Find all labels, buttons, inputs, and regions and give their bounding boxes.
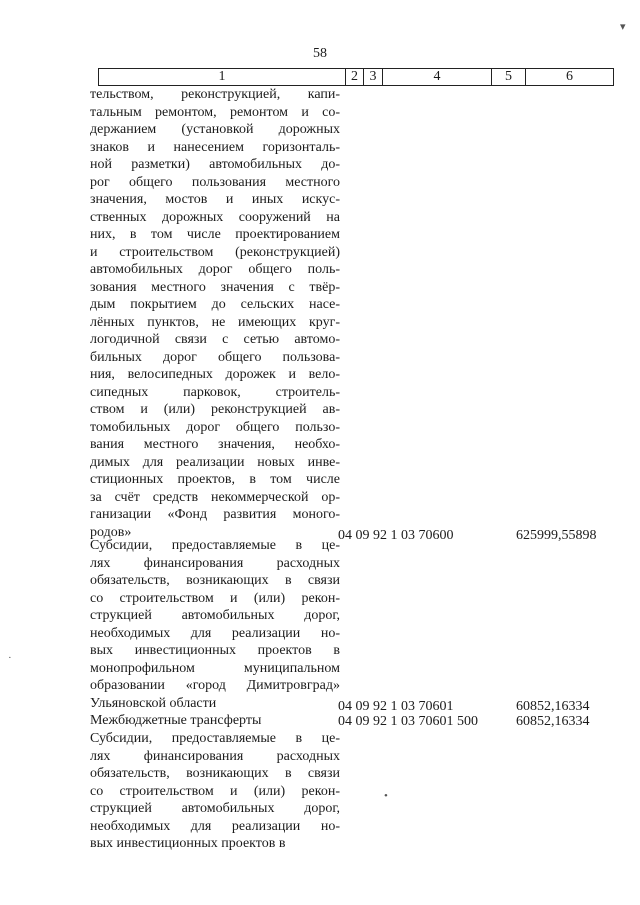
description-line: бильных дорог общего пользова- (90, 349, 340, 365)
description-line: димых для реализации новых инве- (90, 454, 340, 470)
description-line: родов» (90, 524, 132, 540)
description-line: ной разметки) автомобильных до- (90, 157, 340, 172)
description-line: монопрофильном муниципальном (90, 660, 340, 676)
description-line: струкцией автомобильных дорог, (90, 608, 340, 623)
row-amount: 60852,16334 (516, 699, 590, 714)
description-line: стиционных проектов, в том числе (90, 472, 340, 487)
description-line: необходимых для реализации но- (90, 818, 340, 834)
description-line: ганизации «Фонд развития моного- (90, 507, 340, 522)
description-line: вания местного значения, необхо- (90, 437, 340, 452)
description-line: дым покрытием до сельских насе- (90, 297, 340, 312)
scan-mark: ▾ (620, 21, 626, 33)
row-description (90, 537, 340, 712)
row-code: 04 09 92 1 03 70601 (338, 699, 454, 714)
row-amount: 60852,16334 (516, 714, 590, 729)
description-line: держанием (установкой дорожных (90, 122, 340, 137)
description-line: образовании «город Димитровград» (90, 678, 340, 693)
description-line: Межбюджетные трансферты (90, 713, 262, 728)
page-number: 58 (313, 46, 327, 61)
description-line: ственных дорожных сооружений на (90, 209, 340, 225)
header-col-2: 2 (346, 69, 364, 85)
scan-mark: · (8, 652, 12, 664)
row-code: 04 09 92 1 03 70600 (338, 528, 454, 543)
description-line: Субсидии, предоставляемые в це- (90, 731, 340, 746)
row-amount: 625999,55898 (516, 528, 597, 543)
header-col-1: 1 (99, 69, 346, 85)
row-description (90, 712, 340, 730)
description-line: сипедных парковок, строитель- (90, 384, 340, 400)
description-line: за счёт средств некоммерческой ор- (90, 489, 340, 505)
description-line: знаков и нанесением горизонталь- (90, 139, 340, 155)
description-line: Ульяновской области (90, 695, 217, 711)
scan-mark: • (384, 790, 388, 802)
description-line: обязательств, возникающих в связи (90, 766, 340, 781)
description-line: струкцией автомобильных дорог, (90, 801, 340, 816)
header-col-6: 6 (566, 69, 573, 84)
header-col-4: 4 (383, 69, 492, 85)
description-line: рог общего пользования местного (90, 174, 340, 190)
description-line: со строительством и (или) рекон- (90, 783, 340, 799)
description-line: томобильных дорог общего пользо- (90, 419, 340, 435)
row-code: 04 09 92 1 03 70601 500 (338, 714, 478, 729)
description-line: зования местного значения с твёр- (90, 279, 340, 295)
description-line: ния, велосипедных дорожек и вело- (90, 367, 340, 382)
description-line: них, в том числе проектированием (90, 227, 340, 242)
description-line: значения, мостов и иных искус- (90, 192, 340, 207)
description-line: тельством, реконструкцией, капи- (90, 87, 340, 102)
header-col-3: 3 (364, 69, 383, 85)
description-line: лях финансирования расходных (90, 555, 340, 571)
description-line: вых инвестиционных проектов в (90, 836, 286, 851)
row-description (90, 86, 340, 541)
description-line: обязательств, возникающих в связи (90, 573, 340, 588)
description-line: лях финансирования расходных (90, 748, 340, 764)
table-header (98, 68, 614, 86)
description-line: со строительством и (или) рекон- (90, 590, 340, 606)
description-line: необходимых для реализации но- (90, 625, 340, 641)
description-line: лённых пунктов, не имеющих круг- (90, 314, 340, 330)
row-description (90, 730, 340, 853)
description-line: и строительством (реконструкцией) (90, 244, 340, 260)
description-line: автомобильных дорог общего поль- (90, 262, 340, 277)
description-line: Субсидии, предоставляемые в це- (90, 538, 340, 553)
description-line: ством и (или) реконструкцией ав- (90, 402, 340, 417)
header-col-5: 5 (492, 69, 526, 85)
description-line: тальным ремонтом, ремонтом и со- (90, 104, 340, 120)
description-line: вых инвестиционных проектов в (90, 643, 340, 658)
description-line: логодичной связи с сетью автомо- (90, 332, 340, 347)
